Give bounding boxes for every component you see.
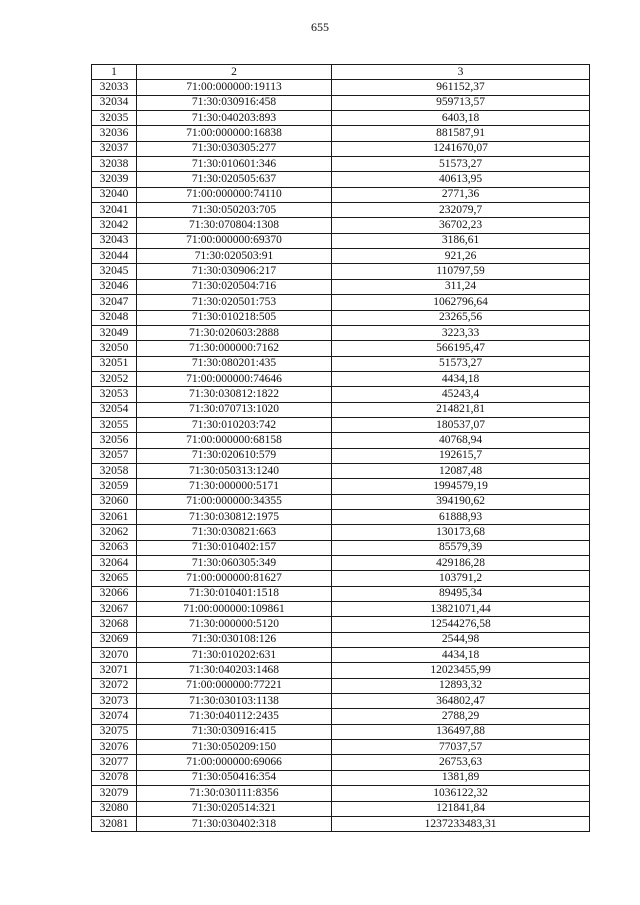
value-cell: 429186,28 bbox=[332, 556, 590, 571]
table-row bbox=[92, 801, 590, 816]
value-cell: 961152,37 bbox=[332, 80, 590, 95]
table-row bbox=[92, 786, 590, 801]
value-cell: 12023455,99 bbox=[332, 663, 590, 678]
cadastral-number-cell: 71:30:020504:716 bbox=[137, 279, 332, 294]
row-number-cell: 32036 bbox=[92, 126, 137, 141]
value-cell: 110797,59 bbox=[332, 264, 590, 279]
cadastral-number-cell: 71:30:030916:415 bbox=[137, 724, 332, 739]
value-cell: 4434,18 bbox=[332, 371, 590, 386]
value-cell: 130173,68 bbox=[332, 525, 590, 540]
value-cell: 214821,81 bbox=[332, 402, 590, 417]
table-row bbox=[92, 172, 590, 187]
row-number-cell: 32079 bbox=[92, 786, 137, 801]
table-row bbox=[92, 433, 590, 448]
table-row bbox=[92, 463, 590, 478]
cadastral-number-cell: 71:00:000000:81627 bbox=[137, 571, 332, 586]
cadastral-number-cell: 71:00:000000:16838 bbox=[137, 126, 332, 141]
table-row bbox=[92, 509, 590, 524]
row-number-cell: 32053 bbox=[92, 387, 137, 402]
table-row bbox=[92, 755, 590, 770]
table-row bbox=[92, 816, 590, 831]
cadastral-number-cell: 71:30:030103:1138 bbox=[137, 694, 332, 709]
cadastral-number-cell: 71:30:010601:346 bbox=[137, 157, 332, 172]
value-cell: 1036122,32 bbox=[332, 786, 590, 801]
row-number-cell: 32063 bbox=[92, 540, 137, 555]
cadastral-number-cell: 71:30:050209:150 bbox=[137, 740, 332, 755]
table-row bbox=[92, 648, 590, 663]
table-row bbox=[92, 417, 590, 432]
table-row bbox=[92, 295, 590, 310]
column-header-1: 1 bbox=[92, 65, 137, 80]
cadastral-number-cell: 71:30:030906:217 bbox=[137, 264, 332, 279]
cadastral-number-cell: 71:30:050313:1240 bbox=[137, 463, 332, 478]
row-number-cell: 32066 bbox=[92, 586, 137, 601]
value-cell: 12544276,58 bbox=[332, 617, 590, 632]
cadastral-number-cell: 71:30:030305:277 bbox=[137, 141, 332, 156]
value-cell: 2788,29 bbox=[332, 709, 590, 724]
row-number-cell: 32058 bbox=[92, 463, 137, 478]
row-number-cell: 32076 bbox=[92, 740, 137, 755]
cadastral-number-cell: 71:30:000000:5120 bbox=[137, 617, 332, 632]
cadastral-number-cell: 71:00:000000:109861 bbox=[137, 602, 332, 617]
row-number-cell: 32078 bbox=[92, 770, 137, 785]
value-cell: 1241670,07 bbox=[332, 141, 590, 156]
value-cell: 13821071,44 bbox=[332, 602, 590, 617]
value-cell: 12893,32 bbox=[332, 678, 590, 693]
row-number-cell: 32043 bbox=[92, 233, 137, 248]
cadastral-number-cell: 71:00:000000:69370 bbox=[137, 233, 332, 248]
table-row bbox=[92, 448, 590, 463]
table-row bbox=[92, 249, 590, 264]
table-row bbox=[92, 632, 590, 647]
row-number-cell: 32046 bbox=[92, 279, 137, 294]
row-number-cell: 32050 bbox=[92, 341, 137, 356]
value-cell: 394190,62 bbox=[332, 494, 590, 509]
table-row bbox=[92, 264, 590, 279]
cadastral-number-cell: 71:30:060305:349 bbox=[137, 556, 332, 571]
value-cell: 45243,4 bbox=[332, 387, 590, 402]
table-row bbox=[92, 157, 590, 172]
row-number-cell: 32061 bbox=[92, 509, 137, 524]
value-cell: 566195,47 bbox=[332, 341, 590, 356]
table-row bbox=[92, 80, 590, 95]
value-cell: 921,26 bbox=[332, 249, 590, 264]
table-row bbox=[92, 770, 590, 785]
table-row bbox=[92, 95, 590, 110]
table-row bbox=[92, 540, 590, 555]
cadastral-number-cell: 71:30:000000:7162 bbox=[137, 341, 332, 356]
cadastral-number-cell: 71:00:000000:68158 bbox=[137, 433, 332, 448]
column-header-2: 2 bbox=[137, 65, 332, 80]
value-cell: 61888,93 bbox=[332, 509, 590, 524]
row-number-cell: 32081 bbox=[92, 816, 137, 831]
cadastral-number-cell: 71:30:050416:354 bbox=[137, 770, 332, 785]
table-row bbox=[92, 663, 590, 678]
table-row bbox=[92, 556, 590, 571]
table-row bbox=[92, 187, 590, 202]
row-number-cell: 32074 bbox=[92, 709, 137, 724]
cadastral-number-cell: 71:30:010203:742 bbox=[137, 417, 332, 432]
value-cell: 364802,47 bbox=[332, 694, 590, 709]
cadastral-number-cell: 71:00:000000:69066 bbox=[137, 755, 332, 770]
value-cell: 1994579,19 bbox=[332, 479, 590, 494]
table-row bbox=[92, 586, 590, 601]
table-row bbox=[92, 402, 590, 417]
cadastral-number-cell: 71:30:020610:579 bbox=[137, 448, 332, 463]
table-row bbox=[92, 356, 590, 371]
row-number-cell: 32044 bbox=[92, 249, 137, 264]
table-row bbox=[92, 617, 590, 632]
value-cell: 40768,94 bbox=[332, 433, 590, 448]
row-number-cell: 32048 bbox=[92, 310, 137, 325]
value-cell: 3186,61 bbox=[332, 233, 590, 248]
value-cell: 26753,63 bbox=[332, 755, 590, 770]
value-cell: 51573,27 bbox=[332, 157, 590, 172]
cadastral-number-cell: 71:30:030108:126 bbox=[137, 632, 332, 647]
table-row bbox=[92, 709, 590, 724]
table-row bbox=[92, 310, 590, 325]
cadastral-number-cell: 71:00:000000:19113 bbox=[137, 80, 332, 95]
cadastral-number-cell: 71:30:030402:318 bbox=[137, 816, 332, 831]
row-number-cell: 32067 bbox=[92, 602, 137, 617]
row-number-cell: 32035 bbox=[92, 111, 137, 126]
value-cell: 1381,89 bbox=[332, 770, 590, 785]
row-number-cell: 32065 bbox=[92, 571, 137, 586]
page-number: 655 bbox=[311, 20, 329, 34]
value-cell: 40613,95 bbox=[332, 172, 590, 187]
column-header-3: 3 bbox=[332, 65, 590, 80]
header-row bbox=[92, 65, 590, 80]
row-number-cell: 32033 bbox=[92, 80, 137, 95]
cadastral-number-cell: 71:30:010218:505 bbox=[137, 310, 332, 325]
cadastral-number-cell: 71:30:040203:893 bbox=[137, 111, 332, 126]
row-number-cell: 32072 bbox=[92, 678, 137, 693]
cadastral-number-cell: 71:30:040203:1468 bbox=[137, 663, 332, 678]
row-number-cell: 32055 bbox=[92, 417, 137, 432]
cadastral-number-cell: 71:30:020501:753 bbox=[137, 295, 332, 310]
cadastral-number-cell: 71:30:020503:91 bbox=[137, 249, 332, 264]
row-number-cell: 32038 bbox=[92, 157, 137, 172]
value-cell: 6403,18 bbox=[332, 111, 590, 126]
row-number-cell: 32034 bbox=[92, 95, 137, 110]
table-row bbox=[92, 371, 590, 386]
table-row bbox=[92, 678, 590, 693]
table-row bbox=[92, 387, 590, 402]
cadastral-number-cell: 71:30:010401:1518 bbox=[137, 586, 332, 601]
row-number-cell: 32068 bbox=[92, 617, 137, 632]
table-row bbox=[92, 341, 590, 356]
value-cell: 232079,7 bbox=[332, 203, 590, 218]
value-cell: 12087,48 bbox=[332, 463, 590, 478]
value-cell: 51573,27 bbox=[332, 356, 590, 371]
value-cell: 103791,2 bbox=[332, 571, 590, 586]
value-cell: 311,24 bbox=[332, 279, 590, 294]
value-cell: 3223,33 bbox=[332, 325, 590, 340]
row-number-cell: 32080 bbox=[92, 801, 137, 816]
table-row bbox=[92, 602, 590, 617]
value-cell: 136497,88 bbox=[332, 724, 590, 739]
table-body bbox=[92, 80, 590, 832]
row-number-cell: 32040 bbox=[92, 187, 137, 202]
cadastral-number-cell: 71:30:080201:435 bbox=[137, 356, 332, 371]
value-cell: 192615,7 bbox=[332, 448, 590, 463]
table-row bbox=[92, 141, 590, 156]
table-row bbox=[92, 279, 590, 294]
value-cell: 881587,91 bbox=[332, 126, 590, 141]
table-row bbox=[92, 325, 590, 340]
row-number-cell: 32054 bbox=[92, 402, 137, 417]
table-row bbox=[92, 694, 590, 709]
table-row bbox=[92, 218, 590, 233]
row-number-cell: 32064 bbox=[92, 556, 137, 571]
cadastral-number-cell: 71:30:070713:1020 bbox=[137, 402, 332, 417]
row-number-cell: 32077 bbox=[92, 755, 137, 770]
cadastral-number-cell: 71:00:000000:74646 bbox=[137, 371, 332, 386]
value-cell: 1237233483,31 bbox=[332, 816, 590, 831]
cadastral-number-cell: 71:30:000000:5171 bbox=[137, 479, 332, 494]
cadastral-number-cell: 71:30:010402:157 bbox=[137, 540, 332, 555]
cadastral-number-cell: 71:00:000000:77221 bbox=[137, 678, 332, 693]
value-cell: 2771,36 bbox=[332, 187, 590, 202]
value-cell: 1062796,64 bbox=[332, 295, 590, 310]
row-number-cell: 32062 bbox=[92, 525, 137, 540]
table-row bbox=[92, 525, 590, 540]
table-row bbox=[92, 479, 590, 494]
cadastral-number-cell: 71:30:020603:2888 bbox=[137, 325, 332, 340]
row-number-cell: 32070 bbox=[92, 648, 137, 663]
cadastral-number-cell: 71:30:070804:1308 bbox=[137, 218, 332, 233]
cadastral-number-cell: 71:30:020505:637 bbox=[137, 172, 332, 187]
value-cell: 77037,57 bbox=[332, 740, 590, 755]
table-row bbox=[92, 724, 590, 739]
cadastral-number-cell: 71:00:000000:74110 bbox=[137, 187, 332, 202]
row-number-cell: 32059 bbox=[92, 479, 137, 494]
value-cell: 23265,56 bbox=[332, 310, 590, 325]
cadastral-number-cell: 71:30:040112:2435 bbox=[137, 709, 332, 724]
cadastral-number-cell: 71:30:030821:663 bbox=[137, 525, 332, 540]
cadastral-number-cell: 71:30:050203:705 bbox=[137, 203, 332, 218]
value-cell: 85579,39 bbox=[332, 540, 590, 555]
table-row bbox=[92, 126, 590, 141]
row-number-cell: 32042 bbox=[92, 218, 137, 233]
value-cell: 89495,34 bbox=[332, 586, 590, 601]
table-row bbox=[92, 740, 590, 755]
cadastral-number-cell: 71:30:030812:1822 bbox=[137, 387, 332, 402]
value-cell: 121841,84 bbox=[332, 801, 590, 816]
table-row bbox=[92, 494, 590, 509]
value-cell: 36702,23 bbox=[332, 218, 590, 233]
table-row bbox=[92, 233, 590, 248]
cadastral-number-cell: 71:30:030916:458 bbox=[137, 95, 332, 110]
cadastral-number-cell: 71:30:030111:8356 bbox=[137, 786, 332, 801]
value-cell: 2544,98 bbox=[332, 632, 590, 647]
row-number-cell: 32051 bbox=[92, 356, 137, 371]
table-row bbox=[92, 111, 590, 126]
row-number-cell: 32052 bbox=[92, 371, 137, 386]
row-number-cell: 32071 bbox=[92, 663, 137, 678]
row-number-cell: 32039 bbox=[92, 172, 137, 187]
row-number-cell: 32056 bbox=[92, 433, 137, 448]
row-number-cell: 32069 bbox=[92, 632, 137, 647]
cadastral-number-cell: 71:30:010202:631 bbox=[137, 648, 332, 663]
row-number-cell: 32049 bbox=[92, 325, 137, 340]
cadastral-number-cell: 71:30:030812:1975 bbox=[137, 509, 332, 524]
row-number-cell: 32073 bbox=[92, 694, 137, 709]
cadastral-number-cell: 71:00:000000:34355 bbox=[137, 494, 332, 509]
row-number-cell: 32057 bbox=[92, 448, 137, 463]
row-number-cell: 32041 bbox=[92, 203, 137, 218]
table-row bbox=[92, 203, 590, 218]
value-cell: 180537,07 bbox=[332, 417, 590, 432]
cadastral-number-cell: 71:30:020514:321 bbox=[137, 801, 332, 816]
row-number-cell: 32037 bbox=[92, 141, 137, 156]
row-number-cell: 32047 bbox=[92, 295, 137, 310]
row-number-cell: 32060 bbox=[92, 494, 137, 509]
row-number-cell: 32045 bbox=[92, 264, 137, 279]
table-row bbox=[92, 571, 590, 586]
value-cell: 959713,57 bbox=[332, 95, 590, 110]
data-table bbox=[91, 64, 590, 832]
row-number-cell: 32075 bbox=[92, 724, 137, 739]
value-cell: 4434,18 bbox=[332, 648, 590, 663]
